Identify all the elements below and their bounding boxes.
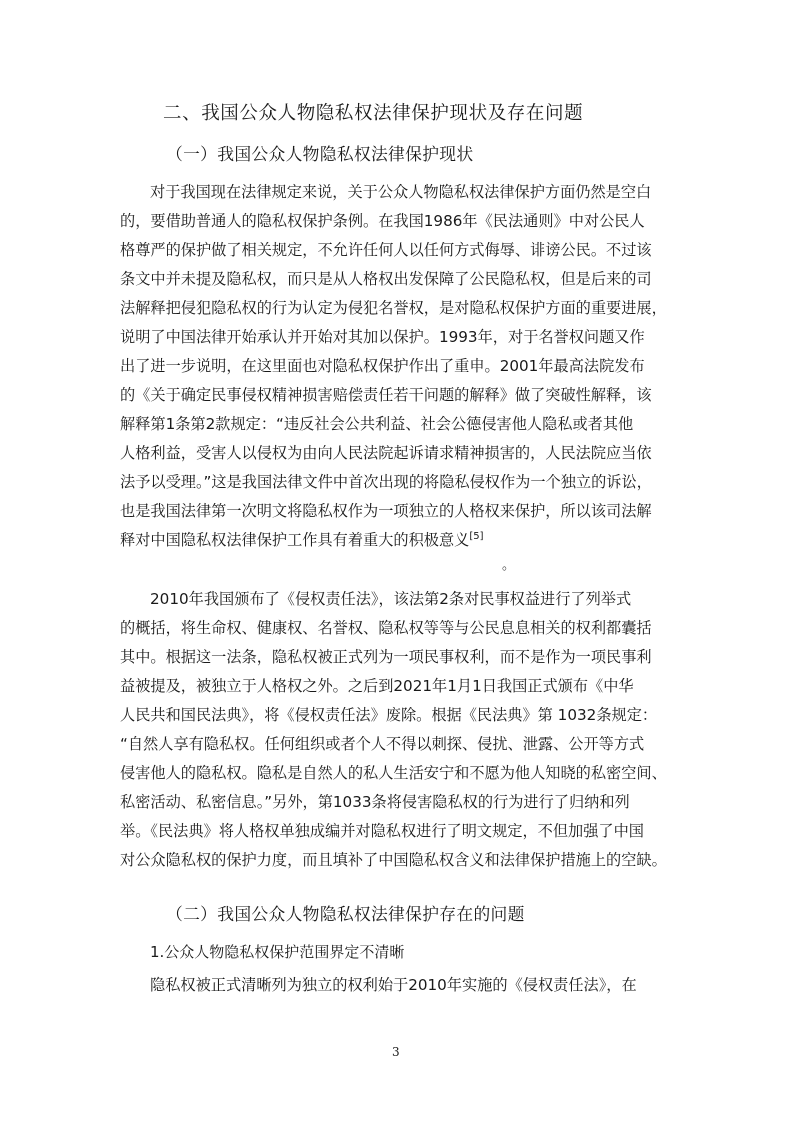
paragraph-line: 对公众隐私权的保护力度，而且填补了中国隐私权含义和法律保护措施上的空缺。 — [120, 851, 667, 869]
paragraph-line: 的《关于确定民事侵权精神损害赔偿责任若干问题的解释》做了突破性解释，该 — [120, 386, 652, 404]
paragraph-line-text: 释对中国隐私权法律保护工作具有着重大的积极意义 — [120, 531, 470, 549]
paragraph-line: 出了进一步说明，在这里面也对隐私权保护作出了重申。2001年最高法院发布 — [120, 357, 645, 375]
subsection-1-heading: 1.公众人物隐私权保护范围界定不清晰 — [150, 943, 405, 961]
paragraph-line: 的概括，将生命权、健康权、名誉权、隐私权等等与公民息息相关的权利都囊括 — [120, 619, 652, 637]
paragraph-line: 侵害他人的隐私权。隐私是自然人的私人生活安宁和不愿为他人知晓的私密空间、 — [120, 764, 667, 782]
paragraph-line: “自然人享有隐私权。任何组织或者个人不得以刺探、侵扰、泄露、公开等方式 — [120, 735, 645, 753]
paragraph-line: 也是我国法律第一次明文将隐私权作为一项独立的人格权来保护，所以该司法解 — [120, 502, 652, 520]
paragraph-line: 说明了中国法律开始承认并开始对其加以保护。1993年，对于名誉权问题又作 — [120, 328, 645, 346]
paragraph-line: 私密活动、私密信息。”另外，第1033条将侵害隐私权的行为进行了归纳和列 — [120, 793, 630, 811]
section-1-heading: （一）我国公众人物隐私权法律保护现状 — [166, 144, 474, 164]
paragraph-line: 举。《民法典》将人格权单独成编并对隐私权进行了明文规定，不但加强了中国 — [120, 822, 644, 840]
paragraph-line: 隐私权被正式清晰列为独立的权利始于2010年实施的《侵权责任法》，在 — [150, 976, 637, 994]
paragraph-line: 其中。根据这一法条，隐私权被正式列为一项民事权利，而不是作为一项民事利 — [120, 648, 652, 666]
paragraph-line: 法予以受理。”这是我国法律文件中首次出现的将隐私侵权作为一个独立的诉讼， — [120, 473, 652, 491]
chapter-heading: 二、我国公众人物隐私权法律保护现状及存在问题 — [163, 103, 584, 124]
paragraph-line: 人民共和国民法典》，将《侵权责任法》废除。根据《民法典》第 1032条规定： — [120, 706, 658, 724]
sentence-period: 。 — [502, 558, 516, 573]
paragraph-line: 法解释把侵犯隐私权的行为认定为侵犯名誉权，是对隐私权保护方面的重要进展， — [120, 299, 667, 317]
paragraph-line: 益被提及，被独立于人格权之外。之后到2021年1月1日我国正式颁布《中华 — [120, 677, 634, 695]
paragraph-line: 的，要借助普通人的隐私权保护条例。在我国1986年《民法通则》中对公民人 — [120, 212, 645, 230]
paragraph-line: 2010年我国颁布了《侵权责任法》，该法第2条对民事权益进行了列举式 — [150, 590, 632, 608]
citation-ref: [5] — [469, 531, 484, 542]
section-2-heading: （二）我国公众人物隐私权法律保护存在的问题 — [166, 904, 525, 924]
paragraph-line: 解释第1条第2款规定：“违反社会公共利益、社会公德侵害他人隐私或者其他 — [120, 415, 634, 433]
paragraph-line: 对于我国现在法律规定来说，关于公众人物隐私权法律保护方面仍然是空白 — [150, 183, 652, 201]
paragraph-line: 人格利益，受害人以侵权为由向人民法院起诉请求精神损害的，人民法院应当依 — [120, 444, 652, 462]
paragraph-line: 条文中并未提及隐私权，而只是从人格权出发保障了公民隐私权，但是后来的司 — [120, 270, 652, 288]
paragraph-line — [120, 530, 483, 550]
page-number: 3 — [392, 1045, 400, 1059]
paragraph-line: 格尊严的保护做了相关规定，不允许任何人以任何方式侮辱、诽谤公民。不过该 — [120, 241, 652, 259]
